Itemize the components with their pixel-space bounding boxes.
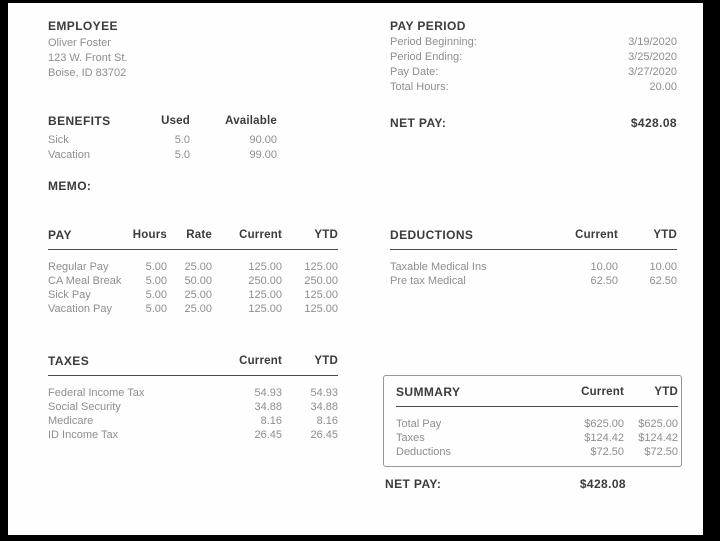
net-pay-bottom-label: NET PAY: (385, 477, 442, 491)
pay-hours: 5.00 (145, 289, 167, 301)
employee-section (48, 19, 348, 81)
table-row (48, 274, 338, 288)
table-row (48, 250, 338, 275)
summary-col-ytd: YTD (624, 385, 678, 407)
taxes-heading: TAXES (48, 354, 208, 376)
benefits-table (48, 114, 277, 163)
pay-period-value: 3/27/2020 (628, 66, 677, 78)
pay-current: 125.00 (248, 303, 282, 315)
summary-current: $72.50 (590, 446, 624, 458)
tax-current: 54.93 (254, 387, 282, 399)
tax-ytd: 34.88 (310, 401, 338, 413)
pay-label: Regular Pay (48, 261, 109, 273)
summary-table (396, 385, 678, 459)
summary-current: $625.00 (584, 418, 624, 430)
pay-rate: 25.00 (184, 289, 212, 301)
paystub-page (8, 3, 703, 535)
taxes-header-row (48, 354, 338, 376)
benefit-available: 90.00 (249, 134, 277, 146)
benefit-available: 99.00 (249, 149, 277, 161)
pay-table (48, 228, 338, 316)
deductions-col-current: Current (540, 228, 618, 250)
pay-period-row (390, 50, 677, 65)
pay-label: Sick Pay (48, 289, 91, 301)
table-row (48, 148, 277, 163)
pay-rate: 25.00 (184, 303, 212, 315)
table-row (48, 428, 338, 442)
pay-hours: 5.00 (145, 261, 167, 273)
pay-col-rate: Rate (167, 228, 212, 250)
memo-heading: MEMO: (48, 179, 92, 193)
tax-ytd: 26.45 (310, 429, 338, 441)
table-row (396, 431, 678, 445)
deduction-ytd: 10.00 (649, 261, 677, 273)
pay-rate: 25.00 (184, 261, 212, 273)
tax-ytd: 54.93 (310, 387, 338, 399)
pay-ytd: 125.00 (304, 261, 338, 273)
pay-current: 250.00 (248, 275, 282, 287)
summary-ytd: $625.00 (638, 418, 678, 430)
tax-ytd: 8.16 (316, 415, 338, 427)
pay-period-row (390, 80, 677, 95)
pay-ytd: 250.00 (304, 275, 338, 287)
pay-period-label: Total Hours: (390, 81, 449, 93)
summary-label: Total Pay (396, 418, 442, 430)
table-row (396, 407, 678, 432)
pay-col-ytd: YTD (282, 228, 338, 250)
pay-hours: 5.00 (145, 275, 167, 287)
table-row (48, 131, 277, 148)
benefit-label: Sick (48, 134, 69, 146)
pay-period-value: 3/25/2020 (628, 51, 677, 63)
deductions-table (390, 228, 677, 288)
deductions-header-row (390, 228, 677, 250)
table-row (48, 302, 338, 316)
deductions-col-ytd: YTD (618, 228, 677, 250)
summary-label: Taxes (396, 432, 425, 444)
benefits-heading: BENEFITS (48, 114, 111, 128)
net-pay-top-value: $428.08 (630, 116, 677, 130)
net-pay-bottom-value: $428.08 (579, 477, 626, 491)
benefits-col-used: Used (161, 115, 190, 127)
summary-heading: SUMMARY (396, 385, 526, 407)
net-pay-top-label: NET PAY: (390, 116, 447, 130)
pay-label: Vacation Pay (48, 303, 113, 315)
employee-address-line2: Boise, ID 83702 (48, 67, 127, 79)
table-row (48, 376, 338, 401)
table-row (390, 250, 677, 275)
pay-current: 125.00 (248, 261, 282, 273)
pay-header-row (48, 228, 338, 250)
pay-current: 125.00 (248, 289, 282, 301)
pay-period-label: Period Beginning: (390, 36, 477, 48)
tax-current: 8.16 (260, 415, 282, 427)
pay-period-value: 3/19/2020 (628, 36, 677, 48)
table-row (48, 414, 338, 428)
benefits-header-row (48, 114, 277, 131)
tax-label: Medicare (48, 415, 94, 427)
net-pay-top (390, 116, 677, 130)
summary-ytd: $72.50 (644, 446, 678, 458)
benefit-used: 5.0 (174, 149, 190, 161)
deduction-label: Pre tax Medical (390, 275, 466, 287)
taxes-col-ytd: YTD (282, 354, 338, 376)
table-row (48, 288, 338, 302)
tax-current: 34.88 (254, 401, 282, 413)
deduction-current: 62.50 (590, 275, 618, 287)
pay-period-row (390, 65, 677, 80)
table-row (48, 400, 338, 414)
tax-label: ID Income Tax (48, 429, 119, 441)
tax-label: Federal Income Tax (48, 387, 145, 399)
net-pay-bottom (385, 477, 626, 491)
summary-col-current: Current (526, 385, 624, 407)
pay-hours: 5.00 (145, 303, 167, 315)
pay-period-row (390, 35, 677, 50)
employee-address-line1: 123 W. Front St. (48, 52, 128, 64)
pay-period-section (390, 19, 677, 95)
pay-ytd: 125.00 (304, 303, 338, 315)
summary-current: $124.42 (584, 432, 624, 444)
employee-name: Oliver Foster (48, 37, 111, 49)
pay-rate: 50.00 (184, 275, 212, 287)
employee-heading: EMPLOYEE (48, 19, 118, 33)
summary-box (383, 375, 682, 467)
taxes-table (48, 354, 338, 442)
deduction-label: Taxable Medical Ins (390, 261, 487, 273)
deduction-current: 10.00 (590, 261, 618, 273)
benefit-used: 5.0 (174, 134, 190, 146)
pay-period-label: Pay Date: (390, 66, 439, 78)
pay-col-current: Current (212, 228, 282, 250)
pay-label: CA Meal Break (48, 275, 122, 287)
pay-period-label: Period Ending: (390, 51, 463, 63)
summary-header-row (396, 385, 678, 407)
pay-heading: PAY (48, 228, 123, 250)
deduction-ytd: 62.50 (649, 275, 677, 287)
benefit-label: Vacation (48, 149, 90, 161)
pay-period-heading: PAY PERIOD (390, 19, 466, 33)
tax-current: 26.45 (254, 429, 282, 441)
benefits-col-available: Available (225, 115, 277, 127)
summary-label: Deductions (396, 446, 452, 458)
summary-ytd: $124.42 (638, 432, 678, 444)
deductions-heading: DEDUCTIONS (390, 228, 540, 250)
table-row (396, 445, 678, 459)
tax-label: Social Security (48, 401, 121, 413)
pay-ytd: 125.00 (304, 289, 338, 301)
pay-col-hours: Hours (123, 228, 167, 250)
table-row (390, 274, 677, 288)
pay-period-value: 20.00 (649, 81, 677, 93)
taxes-col-current: Current (208, 354, 282, 376)
